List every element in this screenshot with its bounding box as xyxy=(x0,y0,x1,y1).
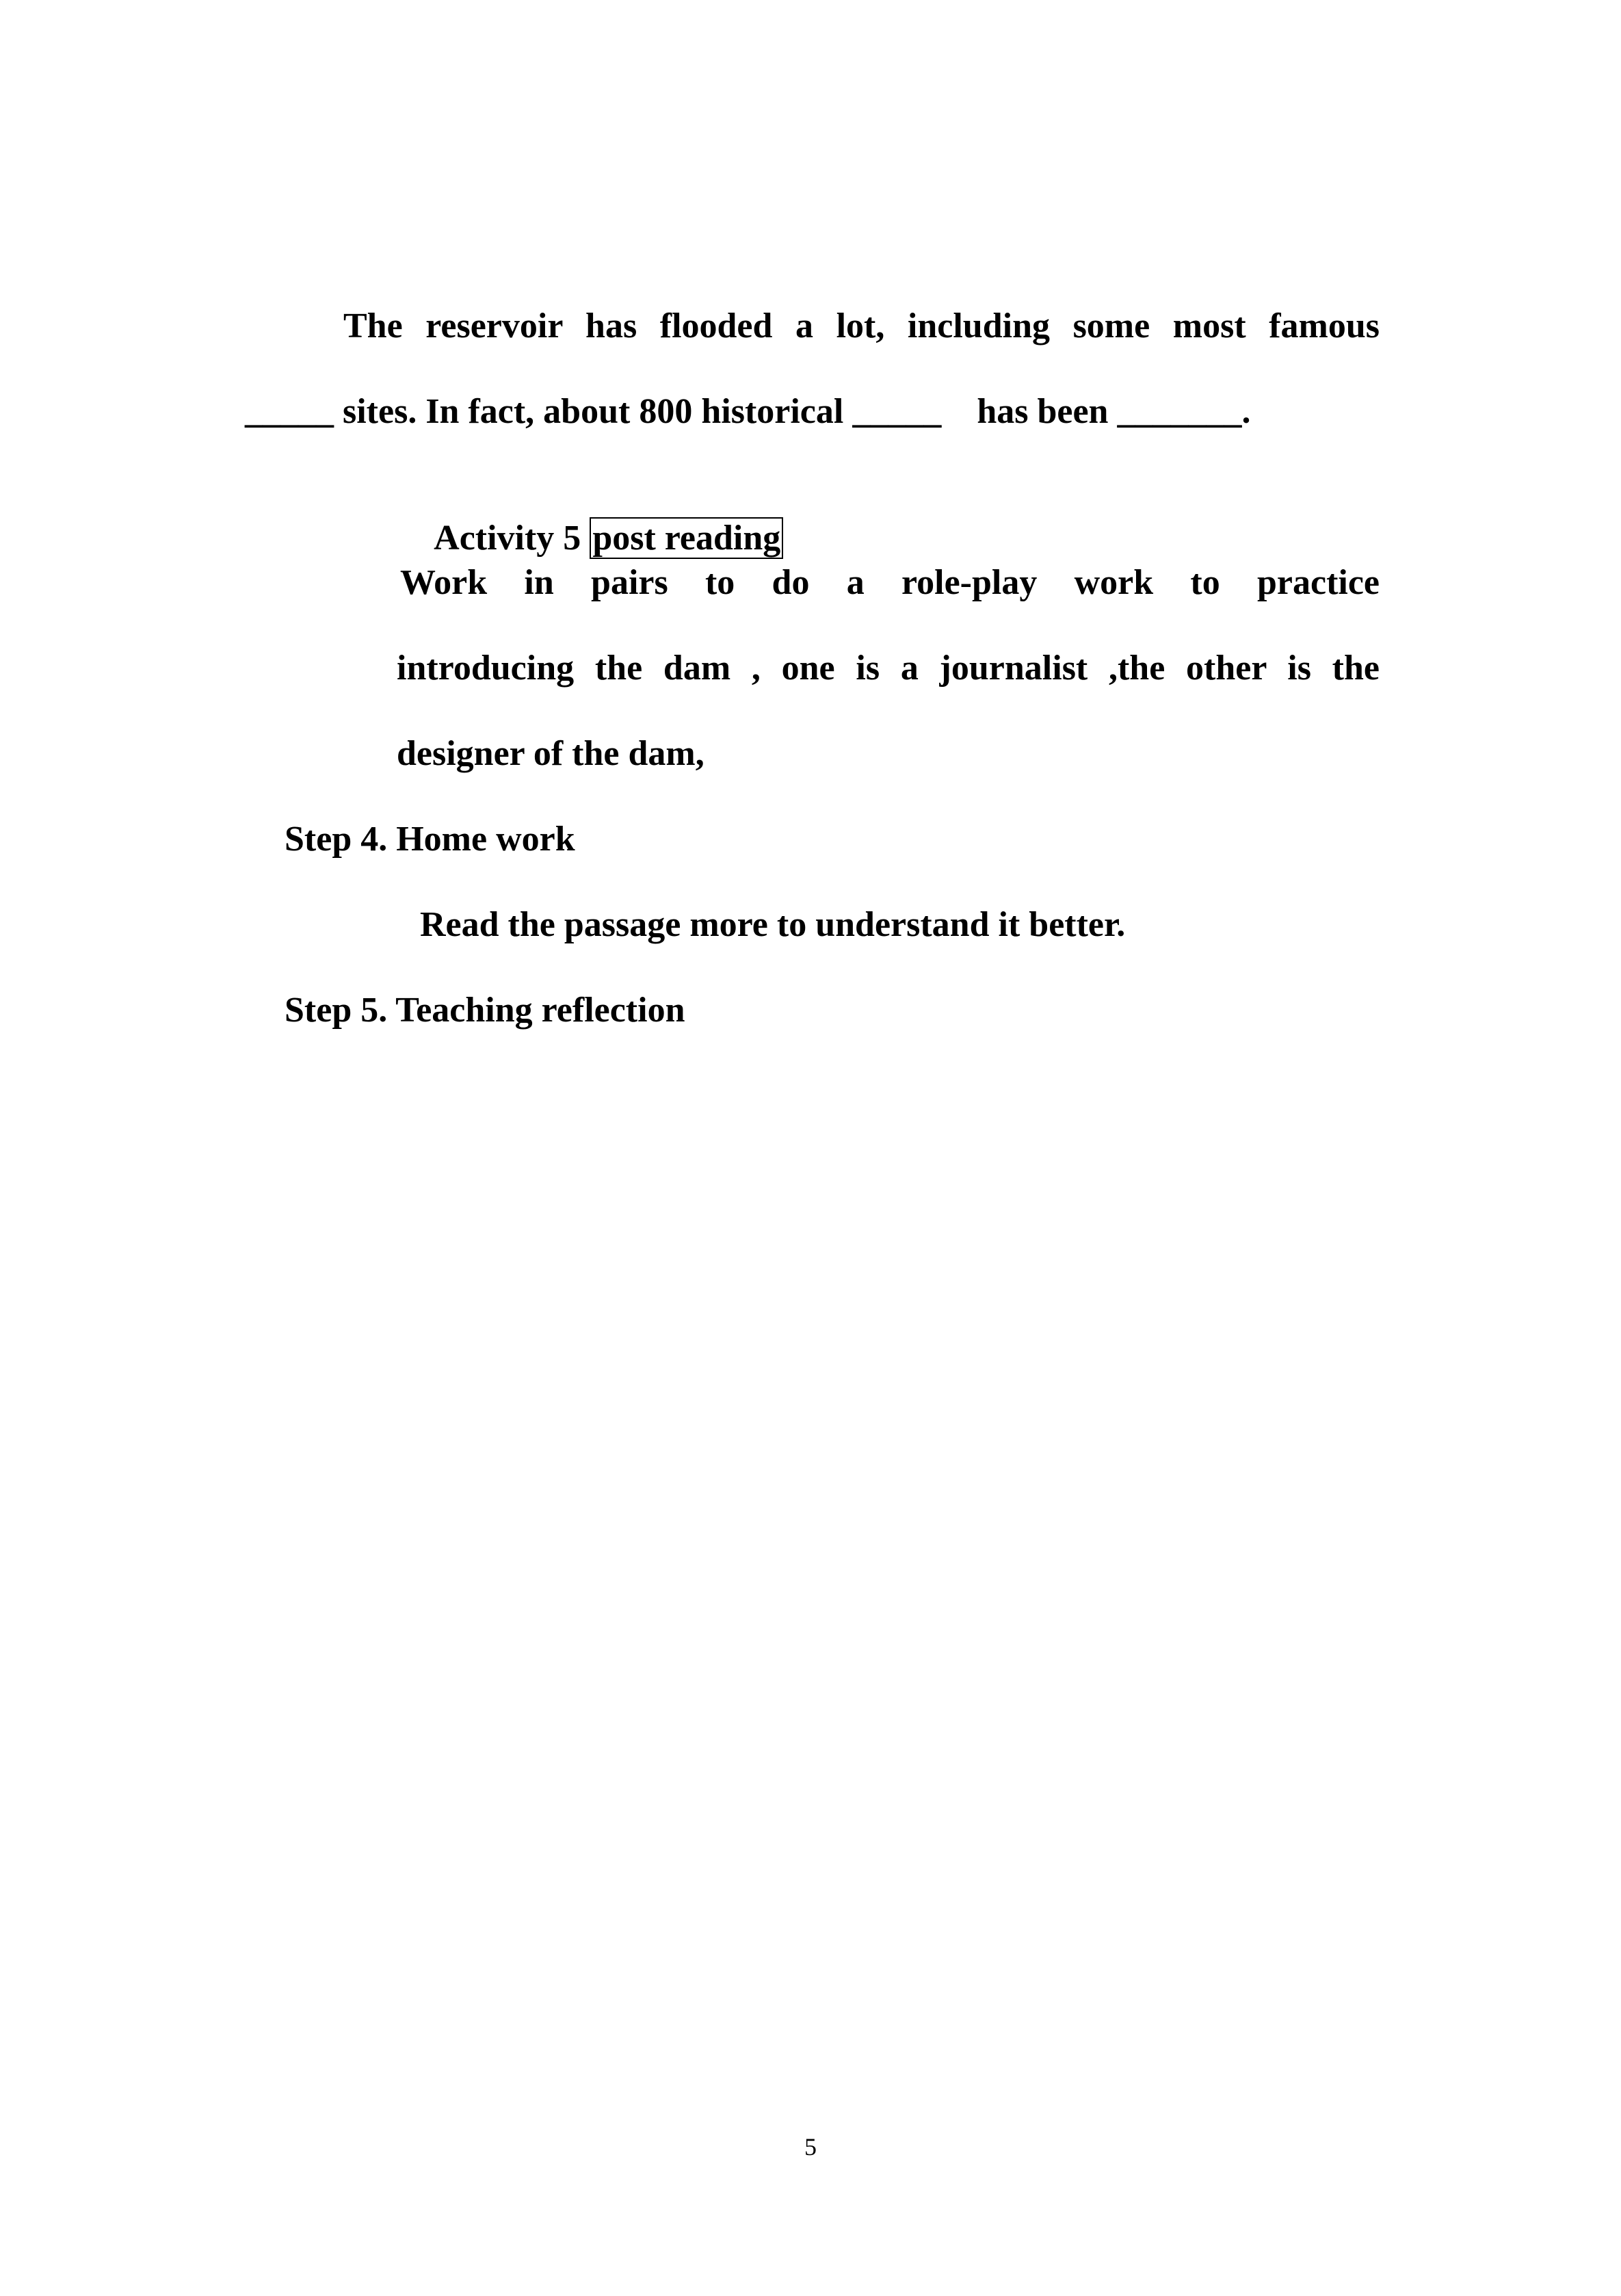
activity-label: Activity 5 xyxy=(434,519,590,558)
page-number: 5 xyxy=(804,2133,817,2161)
paragraph-line: _____ sites. In fact, about 800 historical _____ has been _______. xyxy=(245,392,1251,431)
step4-body: Read the passage more to understand it better. xyxy=(420,905,1126,944)
activity-body-line: designer of the dam, xyxy=(397,734,704,773)
paragraph-line: The reservoir has flooded a lot, including some most famous xyxy=(343,306,1380,345)
activity-body-line: Work in pairs to do a role-play work to practice xyxy=(400,563,1380,602)
step5-heading: Step 5. Teaching reflection xyxy=(285,991,685,1030)
activity-body-line: introducing the dam , one is a journalist ,the other is the xyxy=(397,649,1380,688)
step4-heading: Step 4. Home work xyxy=(285,820,575,859)
post-reading-box: post reading xyxy=(590,517,783,559)
